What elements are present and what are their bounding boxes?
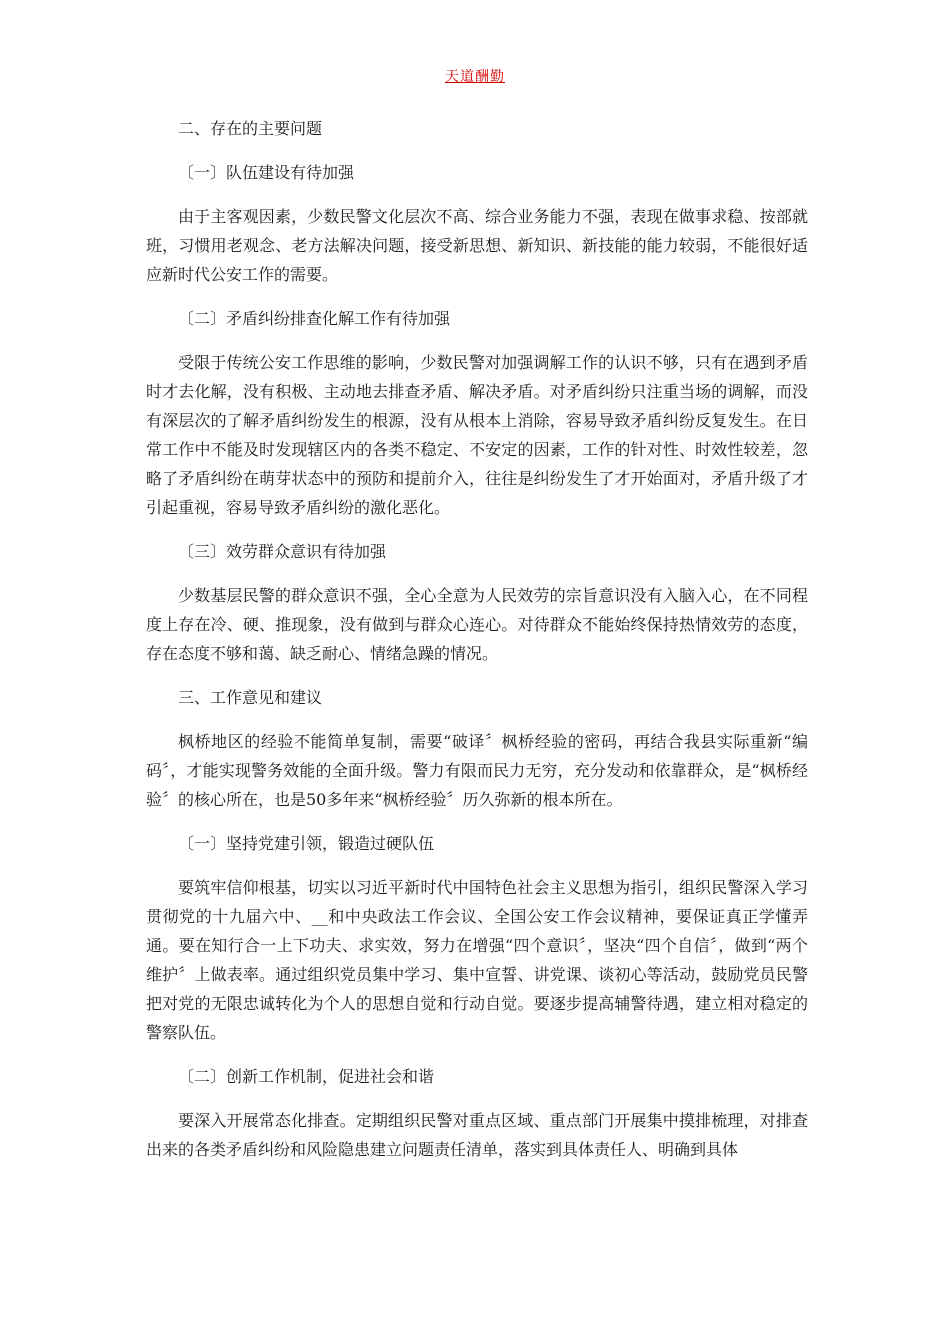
subsection-heading: 〔二〕矛盾纠纷排查化解工作有待加强	[178, 309, 451, 328]
subsection-heading: 〔二〕创新工作机制，促进社会和谐	[178, 1067, 435, 1086]
subsection-heading: 〔三〕效劳群众意识有待加强	[178, 542, 387, 561]
header-link[interactable]: 天道酬勤	[445, 69, 505, 85]
section-heading: 二、存在的主要问题	[178, 119, 323, 138]
paragraph: 要深入开展常态化排查。定期组织民警对重点区域、重点部门开展集中摸排梳理，对排查出来的各类矛盾纠纷和风险隐患建立问题责任清单，落实到具体责任人、明确到具体	[146, 1111, 808, 1159]
paragraph: 由于主客观因素，少数民警文化层次不高、综合业务能力不强，表现在做事求稳、按部就班，习惯用老观念、老方法解决问题，接受新思想、新知识、新技能的能力较弱，不能很好适应新时代公安工作的需要。	[146, 207, 808, 284]
paragraph: 少数基层民警的群众意识不强，全心全意为人民效劳的宗旨意识没有入脑入心，在不同程度上存在冷、硬、推现象，没有做到与群众心连心。对待群众不能始终保持热情效劳的态度，存在态度不够和蔼、缺乏耐心、情绪急躁的情况。	[146, 586, 808, 663]
paragraph: 枫桥地区的经验不能简单复制，需要“破译〞枫桥经验的密码，再结合我县实际重新“编码〞，才能实现警务效能的全面升级。警力有限而民力无穷，充分发动和依靠群众，是“枫桥经验〞的核心所在，也是50多年来“枫桥经验〞历久弥新的根本所在。	[146, 732, 808, 809]
subsection-heading: 〔一〕坚持党建引领，锻造过硬队伍	[178, 834, 435, 853]
subsection-heading: 〔一〕队伍建设有待加强	[178, 163, 355, 182]
paragraph: 受限于传统公安工作思维的影响，少数民警对加强调解工作的认识不够，只有在遇到矛盾时才去化解，没有积极、主动地去排查矛盾、解决矛盾。对矛盾纠纷只注重当场的调解，而没有深层次的了解矛盾纠纷发生的根源，没有从根本上消除，容易导致矛盾纠纷反复发生。在日常工作中不能及时发现辖区内的各类不稳定、不安定的因素，工作的针对性、时效性较差，忽略了矛盾纠纷在萌芽状态中的预防和提前介入，往往是纠纷发生了才开始面对，矛盾升级了才引起重视，容易导致矛盾纠纷的激化恶化。	[146, 353, 808, 517]
document-body	[146, 114, 808, 1179]
paragraph: 要筑牢信仰根基，切实以习近平新时代中国特色社会主义思想为指引，组织民警深入学习贯彻党的十九届六中、__和中央政法工作会议、全国公安工作会议精神，要保证真正学懂弄通。要在知行合一上下功夫、求实效，努力在增强“四个意识〞，坚决“四个自信〞，做到“两个维护〞上做表率。通过组织党员集中学习、集中宣誓、讲党课、谈初心等活动，鼓励党员民警把对党的无限忠诚转化为个人的思想自觉和行动自觉。要逐步提高辅警待遇，建立相对稳定的警察队伍。	[146, 878, 808, 1042]
section-heading: 三、工作意见和建议	[178, 688, 323, 707]
